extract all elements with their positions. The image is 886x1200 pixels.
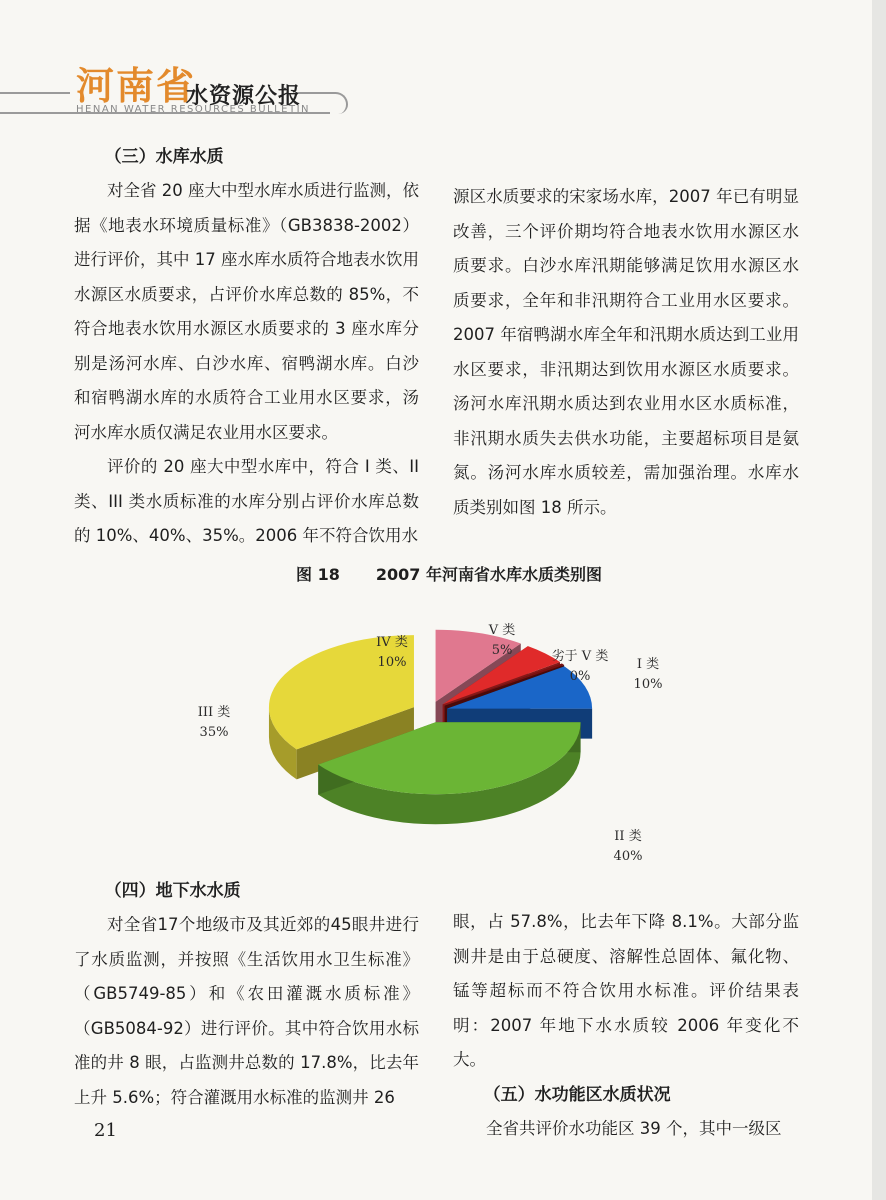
page-edge	[872, 0, 886, 1200]
figure-title: 2007 年河南省水库水质类别图	[375, 565, 602, 584]
section4-para1: 对全省17个地级市及其近郊的45眼井进行了水质监测，并按照《生活饮用水卫生标准》（GB5749-85）和《农田灌溉水质标准》（GB5084-92）进行评价。其中符合饮用水标准的井 8 眼，占监测井总数的 17.8%，比去年上升 5.6%；符合灌溉用水标准的监测井 26	[74, 915, 419, 1107]
pie-value-4: 10%	[377, 655, 407, 670]
pie-label-6: 劣于 V 类	[551, 649, 609, 664]
pie-value-3: 35%	[199, 725, 229, 740]
section5-para1: 全省共评价水功能区 39 个，其中一级区	[486, 1118, 782, 1138]
pie-value-5: 5%	[491, 643, 513, 658]
section4-heading: （四）地下水水质	[104, 881, 241, 901]
pie-label-4: IV 类	[376, 635, 408, 650]
section3-para3: 源区水质要求的宋家场水库，2007 年已有明显改善，三个评价期均符合地表水饮用水源区水质要求。白沙水库汛期能够满足饮用水源区水质要求，全年和非汛期符合工业用水区要求。2007 年宿鸭湖水库全年和汛期水质达到工业用水区要求，非汛期达到饮用水源区水质要求。汤河水库汛期水质达到农业用水区水质标准，非汛期水质失去供水功能，主要超标项目是氨氮。汤河水库水质较差，需加强治理。水库水质类别如图 18 所示。	[453, 187, 799, 517]
header-brand: 河南省	[76, 63, 197, 108]
header-curve	[312, 92, 348, 114]
pie-value-1: 10%	[633, 677, 663, 692]
section3-para2: 评价的 20 座大中型水库中，符合 I 类、II 类、III 类水质标准的水库分别占评价水库总数的 10%、40%、35%。2006 年不符合饮用水	[74, 457, 419, 545]
section3-heading: （三）水库水质	[104, 147, 224, 167]
header-rule-left	[0, 92, 70, 94]
pie-value-6: 0%	[569, 669, 591, 684]
column-right-top	[453, 180, 799, 525]
figure-caption	[296, 562, 638, 585]
section4-para2: 眼，占 57.8%，比去年下降 8.1%。大部分监测井是由于总硬度、溶解性总固体、氟化物、锰等超标而不符合饮用水标准。评价结果表明：2007 年地下水水质较 2006 年变化不大。	[453, 912, 799, 1069]
pie-label-3: III 类	[197, 705, 231, 720]
pie-chart	[180, 600, 680, 870]
figure-number: 图 18	[296, 565, 340, 584]
pie-label-1: I 类	[636, 657, 660, 672]
column-right-bottom	[453, 905, 799, 1146]
section5-heading: （五）水功能区水质状况	[483, 1084, 671, 1105]
column-left-bottom	[74, 874, 419, 1115]
header-english: HENAN WATER RESOURCES BULLETIN	[76, 104, 311, 115]
section3-para1: 对全省 20 座大中型水库水质进行监测，依据《地表水环境质量标准》（GB3838-2002）进行评价，其中 17 座水库水质符合地表水饮用水源区水质要求，占评价水库总数的 85%，不符合地表水饮用水源区水质要求的 3 座水库分别是汤河水库、白沙水库、宿鸭湖水库。白沙和宿鸭湖水库的水质符合工业用水区要求，汤河水库水质仅满足农业用水区要求。	[74, 181, 419, 442]
pie-label-2: II 类	[614, 829, 642, 844]
pie-label-5: V 类	[488, 623, 516, 638]
header-subtitle: 水资源公报	[186, 83, 302, 109]
column-left-top	[74, 140, 419, 554]
page-number: 21	[94, 1120, 117, 1141]
pie-value-2: 40%	[613, 849, 643, 864]
